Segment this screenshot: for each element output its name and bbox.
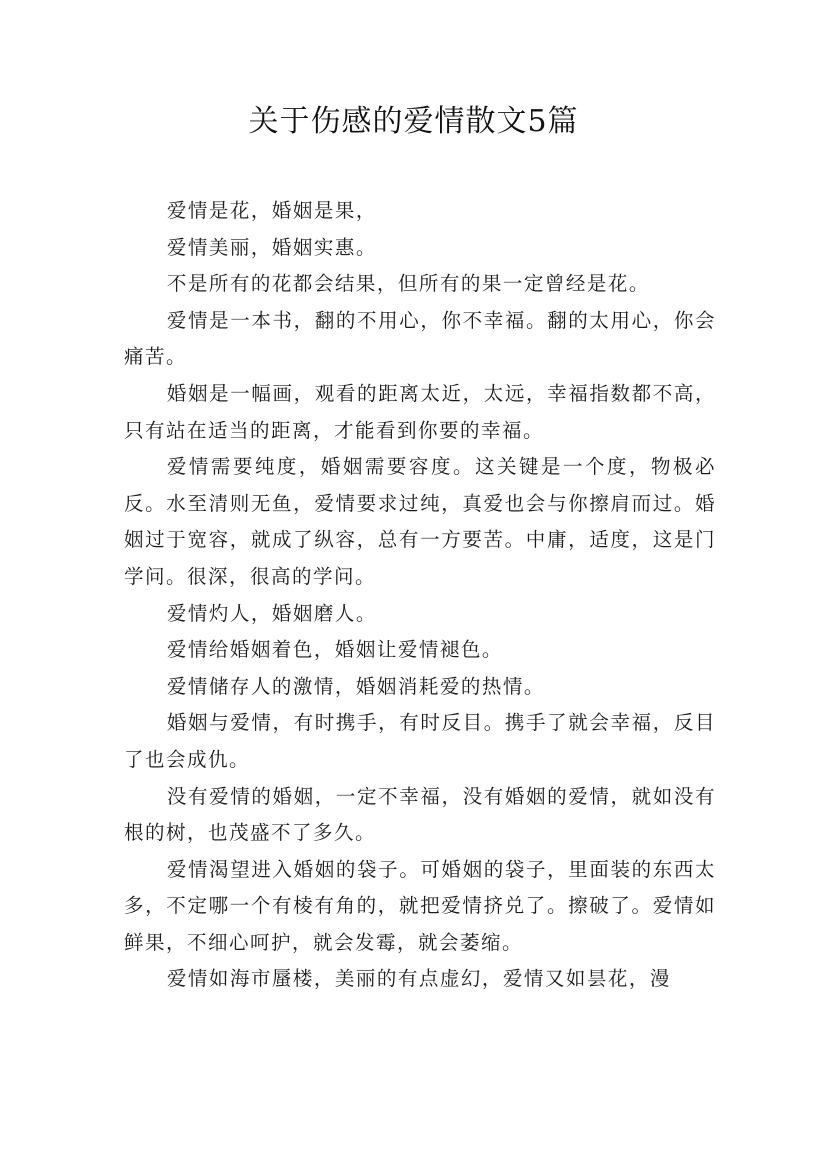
paragraph: 不是所有的花都会结果，但所有的果一定曾经是花。 (166, 272, 650, 296)
paragraph: 没有爱情的婚姻，一定不幸福，没有婚姻的爱情，就如没有根的树，也茂盛不了多久。 (124, 784, 716, 845)
document-body (124, 193, 716, 998)
paragraph: 爱情是一本书，翻的不用心，你不幸福。翻的太用心，你会痛苦。 (124, 308, 716, 369)
paragraph: 婚姻与爱情，有时携手，有时反目。携手了就会幸福，反目了也会成仇。 (124, 711, 716, 771)
paragraph: 婚姻是一幅画，观看的距离太近，太远，幸福指数都不高，只有站在适当的距离，才能看到你要的幸福。 (124, 381, 716, 442)
paragraph: 爱情灼人，婚姻磨人。 (166, 601, 377, 625)
paragraph: 爱情是花，婚姻是果， (166, 199, 377, 222)
paragraph: 爱情储存人的激情，婚姻消耗爱的热情。 (166, 674, 545, 698)
paragraph: 爱情需要纯度，婚姻需要容度。这关键是一个度，物极必反。水至清则无鱼，爱情要求过纯，真爱也会与你擦肩而过。婚姻过于宽容，就成了纵容，总有一方要苦。中庸，适度，这是门学问。很深，很高的学问。 (124, 455, 716, 588)
paragraph: 爱情给婚姻着色，婚姻让爱情褪色。 (166, 638, 503, 662)
paragraph: 爱情渴望进入婚姻的袋子。可婚姻的袋子，里面装的东西太多，不定哪一个有棱有角的，就把爱情挤兑了。擦破了。爱情如鲜果，不细心呵护，就会发霉，就会萎缩。 (124, 857, 716, 954)
paragraph: 爱情美丽，婚姻实惠。 (166, 235, 377, 259)
paragraph: 爱情如海市蜃楼，美丽的有点虚幻，爱情又如昙花，漫 (166, 967, 671, 991)
document-title: 关于伤感的爱情散文5篇 (248, 104, 579, 139)
